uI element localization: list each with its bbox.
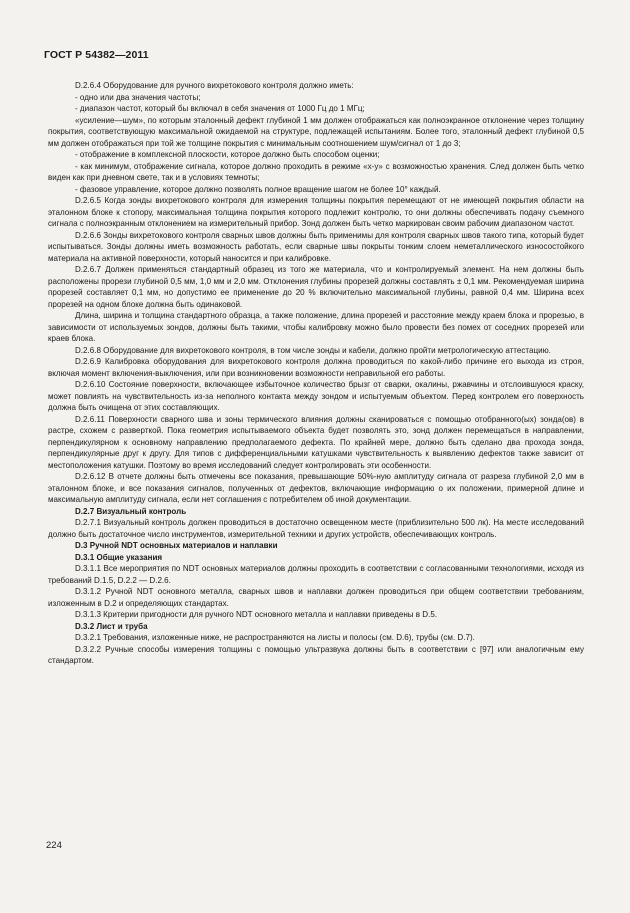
- list-item: - фазовое управление, которое должно позволять полное вращение шагом не более 10° каждый.: [75, 184, 441, 194]
- list-item: - диапазон частот, который бы включал в себя значения от 1000 Гц до 1 МГц;: [75, 104, 365, 113]
- paragraph: D.3.1.1 Все мероприятия по NDT основных материалов должны проходить в соответствии с согласованными технологиями, исходя из требований D.1.5, D.2.2 — D.2.6.: [48, 564, 584, 585]
- paragraph: D.2.6.8 Оборудование для вихретокового контроля, в том числе зонды и кабели, должно пройти метрологическую аттестацию.: [75, 345, 551, 355]
- paragraph: Длина, ширина и толщина стандартного образца, а также положение, длина прорезей и расстояние между краем блока и прорезью, в зависимости от используемых зондов, должны быть такими, чтобы калибровку можно было провести без помех от соседних прорезей или краев блока.: [48, 311, 584, 343]
- paragraph: D.3.1.2 Ручной NDT основного металла, сварных швов и наплавки должен проводиться при общем соответствии требованиям, изложенным в D.2 и определяющих стандартах.: [48, 587, 584, 608]
- document-body: [48, 80, 584, 667]
- page-number: 224: [46, 840, 62, 851]
- paragraph: D.2.6.4 Оборудование для ручного вихретокового контроля должно иметь:: [75, 81, 354, 90]
- section-heading: D.2.7 Визуальный контроль: [75, 506, 187, 516]
- paragraph: D.3.2.2 Ручные способы измерения толщины с помощью ультразвука должны быть в соответствии с [97] или аналогичным ему стандартом.: [48, 644, 584, 665]
- list-item: - как минимум, отображение сигнала, которое должно проходить в режиме «х-у» с возможностью хранения. След должен быть четко виден как при дневном свете, так и в условиях темноты;: [48, 161, 584, 182]
- paragraph: D.2.7.1 Визуальный контроль должен проводиться в достаточно освещенном месте (приблизительно 500 лк). На месте исследований должно быть достаточное число инструментов, измерительной техники и других устройств, обеспечивающих контроль.: [48, 518, 584, 539]
- paragraph: D.3.1.3 Критерии пригодности для ручного NDT основного металла и наплавки приведены в D.5.: [75, 610, 438, 619]
- page-header: ГОСТ Р 54382—2011: [44, 49, 149, 61]
- paragraph: D.2.6.12 В отчете должны быть отмечены все показания, превышающие 50%-ную амплитуду сигнала от разреза глубиной 2,0 мм в эталонном блоке, и все показания сигналов, полученных от дефектов, включающие информацию о их положении, примерной длине и максимальную амплитуду сигнала, если нет соглашения с потребителем об иной документации.: [48, 472, 584, 504]
- paragraph: D.2.6.9 Калибровка оборудования для вихретокового контроля должна проводиться по какой-либо причине его выхода из строя, включая момент включения-выключения, или при возникновении возможности неправильной его работы.: [48, 357, 584, 378]
- paragraph: D.2.6.5 Когда зонды вихретокового контроля для измерения толщины покрытия перемещают от не имеющей покрытия области на эталонном блоке к стопору, максимальная толщина покрытия которого подлежит контролю, то они должны обеспечивать подачу съемного сигнала с полноэкранным отклонением на измерительный прибор. Зонд должен быть четко маркирован своим рабочим диапазоном частот.: [48, 196, 584, 228]
- section-heading: D.3.1 Общие указания: [75, 552, 163, 562]
- section-heading: D.3 Ручной NDT основных материалов и наплавки: [75, 541, 278, 550]
- list-item: - одно или два значения частоты;: [75, 92, 201, 102]
- paragraph: D.2.6.10 Состояние поверхности, включающее избыточное количество брызг от сварки, окалины, ржавчины и отслоившуюся краску, может повлиять на чувствительность из-за неполного контакта между зондом и испытуемым объектом. Перед контролем его поверхность должна быть очищена от этих составляющих.: [48, 380, 584, 412]
- section-heading: D.3.2 Лист и труба: [75, 621, 148, 631]
- paragraph: D.2.6.6 Зонды вихретокового контроля сварных швов должны быть применимы для контроля сварных швов такого типа, который будет испытываться. Зонды должны иметь возможность работать, если сварные швы покрыты тонким слоем неметаллического износостойкого материала на активной поверхности, который наносится и при калибровке.: [48, 230, 584, 263]
- paragraph: D.3.2.1 Требования, изложенные ниже, не распространяются на листы и полосы (см. D.6), трубы (см. D.7).: [75, 633, 475, 642]
- list-item: - отображение в комплексной плоскости, которое должно быть способом оценки;: [75, 150, 380, 159]
- paragraph: D.2.6.7 Должен применяться стандартный образец из того же материала, что и контролируемый элемент. На нем должны быть расположены прорези глубиной 0,5 мм, 1,0 мм и 2,0 мм. Отклонения глубины прорезей должны составлять ± 0,1 мм. Рекомендуемая ширина прорезей составляет 0,1 мм, но допустимо ее применение до 20 % включительно максимальной глубины, равной 0,4 мм. Ширина всех прорезей на одном блоке должна быть одинаковой.: [48, 265, 584, 309]
- paragraph: D.2.6.11 Поверхности сварного шва и зоны термического влияния должны сканироваться с помощью отобранного(ых) зонда(ов) в растре, схожем с разверткой. Пока геометрия испытываемого объекта будет позволять это, зонд должен перемещаться в направлении, перпендикулярном к основному направлению предполагаемого дефекта. По крайней мере, должно быть сделано два прохода зонда, перпендикулярные друг к другу. Для типов с дифференциальными катушками чувствительность к выявлению дефектов также зависит от местоположения катушки. Поэтому во время исследований следует контролировать эти особенности.: [48, 414, 584, 470]
- list-item: «усиление—шум», по которым эталонный дефект глубиной 1 мм должен отображаться как полноэкранное отклонение через толщину покрытия, соответствующую максимальной ожидаемой на структуре, подлежащей испытаниям. Более того, эталонный дефект глубиной 0,5 мм должен отображаться при той же толщине покрытия с минимальным соотношением шум/сигнал от 1 до 3;: [48, 115, 584, 148]
